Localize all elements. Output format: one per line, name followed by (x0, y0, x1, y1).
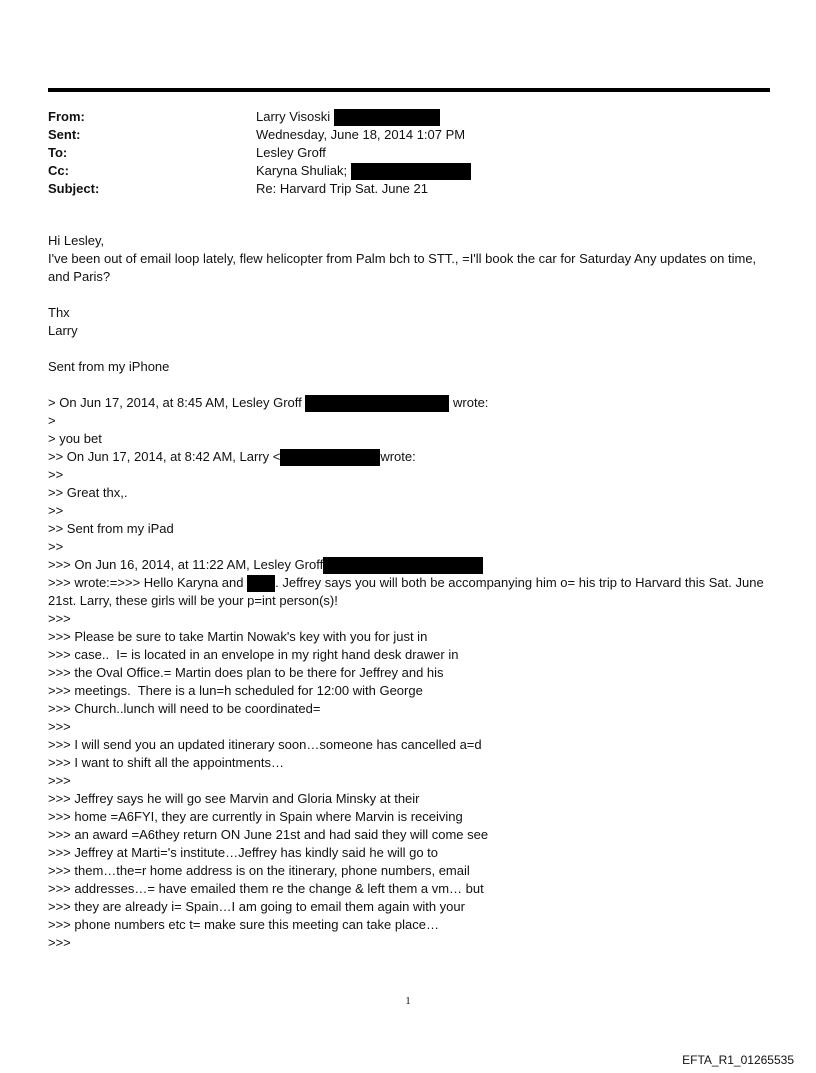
quote-line: >>> Jeffrey says he will go see Marvin and Gloria Minsky at their (48, 791, 420, 807)
quote-line: > On Jun 17, 2014, at 8:45 AM, Lesley Groff wrote: (48, 394, 768, 412)
cc-row (48, 162, 471, 180)
sign-off: Thx (48, 305, 70, 320)
quote-line: >> Sent from my iPad (48, 521, 174, 537)
to-row (48, 144, 471, 162)
quote-line: >>> home =A6FYI, they are currently in Spain where Marvin is receiving (48, 809, 463, 825)
sent-from-line: Sent from my iPhone (48, 359, 170, 374)
signature-name: Larry (48, 323, 78, 338)
sent-row (48, 126, 471, 144)
quote-line: >>> (48, 611, 71, 627)
quote-line: >>> addresses…= have emailed them re the change & left them a vm… but (48, 881, 484, 897)
quote-line: >>> case.. I= is located in an envelope in my right hand desk drawer in (48, 647, 459, 663)
redaction-box (280, 449, 380, 466)
quote-line: >>> Jeffrey at Marti='s institute…Jeffrey has kindly said he will go to (48, 845, 439, 861)
quote-line: > (48, 413, 56, 429)
quote-line: >>> the Oval Office.= Martin does plan to be there for Jeffrey and his (48, 665, 444, 681)
subject-value: Re: Harvard Trip Sat. June 21 (256, 181, 428, 196)
subject-label: Subject: (48, 181, 100, 196)
quote-line: >>> (48, 935, 71, 951)
quote-line: >>> phone numbers etc t= make sure this meeting can take place… (48, 917, 439, 933)
quote-line: > you bet (48, 431, 102, 447)
quote-line: >> (48, 467, 64, 483)
redaction-box (305, 395, 449, 412)
cc-label: Cc: (48, 163, 69, 178)
email-body (48, 232, 768, 952)
redaction-box (334, 109, 440, 126)
quote-line: >>> they are already i= Spain…I am going to email them again with your (48, 899, 465, 915)
quote-line: >>> an award =A6they return ON June 21st and had said they will come see (48, 827, 489, 843)
redaction-box (247, 575, 275, 592)
cc-value: Karyna Shuliak; (256, 163, 348, 178)
quote-line: >> (48, 503, 64, 519)
quote-line: >>> (48, 719, 71, 735)
quote-line: >>> meetings. There is a lun=h scheduled for 12:00 with George (48, 683, 423, 699)
greeting: Hi Lesley, (48, 233, 105, 248)
redaction-box (323, 557, 483, 574)
from-label: From: (48, 109, 85, 124)
redaction-box (351, 163, 471, 180)
quote-line: >>> (48, 773, 71, 789)
quote-line: >> (48, 539, 64, 555)
quote-line: >>> them…the=r home address is on the itinerary, phone numbers, email (48, 863, 470, 879)
bates-number: EFTA_R1_01265535 (682, 1053, 794, 1067)
body-paragraph: I've been out of email loop lately, flew helicopter from Palm bch to STT., =I'll book the car for Saturday Any updates on time, and Paris? (48, 251, 757, 284)
quote-line: >>> wrote:=>>> Hello Karyna and . Jeffrey says you will both be accompanying him o= his trip to Harvard this Sat. June 21st. Larry, these girls will be your p=int person(s)! (48, 575, 764, 609)
to-value: Lesley Groff (256, 145, 326, 160)
quote-line: >>> I will send you an updated itinerary soon…someone has cancelled a=d (48, 737, 482, 753)
subject-row (48, 180, 471, 198)
quote-line: >>> I want to shift all the appointments… (48, 755, 284, 771)
page-number: 1 (405, 995, 411, 1007)
sent-value: Wednesday, June 18, 2014 1:07 PM (256, 127, 466, 142)
quote-line: >>> Please be sure to take Martin Nowak's key with you for just in (48, 629, 428, 645)
to-label: To: (48, 145, 68, 160)
quote-line: >>> On Jun 16, 2014, at 11:22 AM, Lesley Groff (48, 556, 768, 574)
email-header (48, 108, 471, 198)
header-rule (48, 88, 770, 92)
from-value: Larry Visoski (256, 109, 331, 124)
quote-line: >> On Jun 17, 2014, at 8:42 AM, Larry < wrote: (48, 448, 768, 466)
from-row (48, 108, 471, 126)
sent-label: Sent: (48, 127, 81, 142)
quote-line: >>> Church..lunch will need to be coordinated= (48, 701, 321, 717)
quote-line: >> Great thx,. (48, 485, 128, 501)
